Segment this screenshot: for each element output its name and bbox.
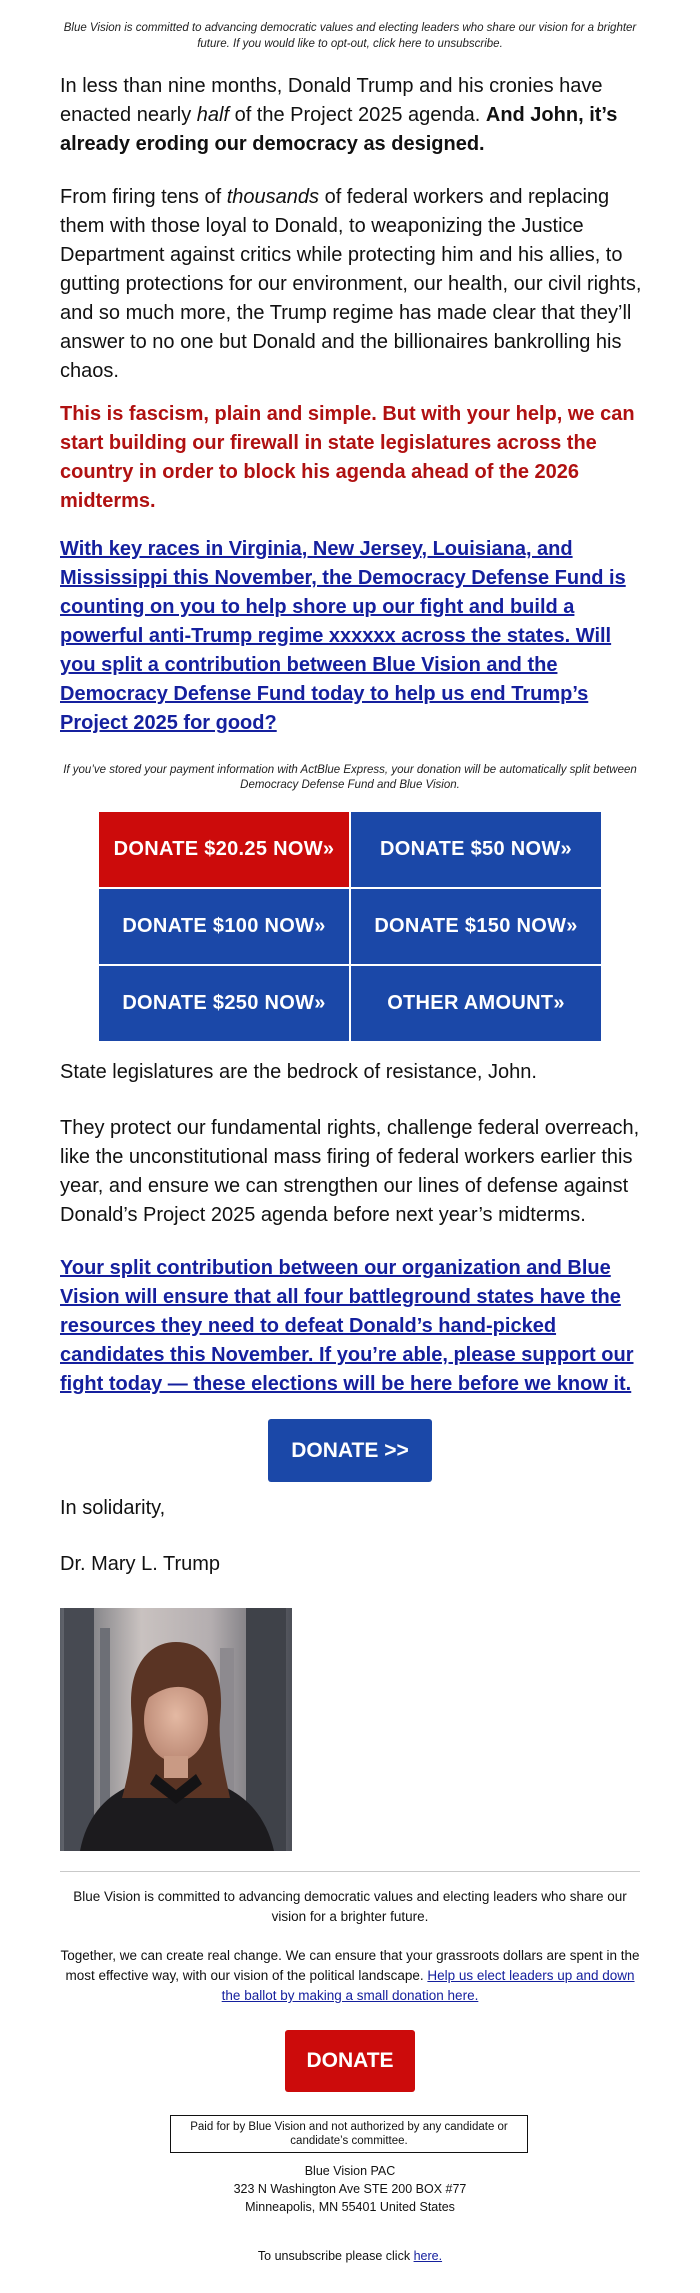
top-optout-note[interactable]: Blue Vision is committed to advancing democratic values and electing leaders who share our vision for a brighter future. If you would like to opt-out, click here to unsubscribe.	[63, 22, 637, 50]
unsubscribe-line	[60, 2247, 640, 2265]
firing-text-2: of federal workers and replacing them with those loyal to Donald, to weaponizing the Justice Department against critics while protecting him and his allies, to gutting protections for our environment, our health, our civil rights, and so much more, the Trump regime has made clear that they’ll answer to no one but Donald and the billionaires bankrolling his chaos.	[60, 186, 642, 382]
mailing-address	[60, 2162, 640, 2216]
donate-2025-button[interactable]: DONATE $20.25 NOW»	[99, 812, 349, 887]
intro-text-2: of the Project 2025 agenda.	[229, 104, 486, 126]
footer-together-body: Together, we can create real change. We can ensure that your grassroots dollars are spent in the most effective way, with our vision of the political landscape.	[60, 1948, 640, 1983]
donate-250-button[interactable]: DONATE $250 NOW»	[99, 966, 349, 1041]
unsubscribe-link[interactable]: here.	[413, 2249, 443, 2263]
other-amount-button[interactable]: OTHER AMOUNT»	[351, 966, 601, 1041]
donate-50-button[interactable]: DONATE $50 NOW»	[351, 812, 601, 887]
state-legislatures-paragraph: State legislatures are the bedrock of resistance, John.	[60, 1061, 537, 1083]
firing-paragraph	[60, 183, 645, 386]
footer-divider	[60, 1871, 640, 1872]
donate-button-grid	[99, 812, 601, 1042]
footer-donate-button[interactable]: DONATE	[285, 2030, 415, 2092]
author-photo	[60, 1608, 292, 1851]
signoff: In solidarity,	[60, 1497, 166, 1519]
donate-100-button[interactable]: DONATE $100 NOW»	[99, 889, 349, 964]
firing-emphasis: thousands	[226, 186, 320, 208]
intro-emphasis: half	[196, 104, 230, 126]
address-line-1: 323 N Washington Ave STE 200 BOX #77	[233, 2182, 467, 2196]
fascism-paragraph: This is fascism, plain and simple. But with your help, we can start building our firewall in state legislatures across the country in order to block his agenda ahead of the 2026 midterms.	[60, 403, 635, 512]
protect-rights-paragraph: They protect our fundamental rights, challenge federal overreach, like the unconstitutional mass firing of federal workers earlier this year, and ensure we can strengthen our lines of defense against Donald’s Project 2025 agenda before next year’s midterms.	[60, 1117, 640, 1226]
actblue-note: If you’ve stored your payment information with ActBlue Express, your donation will be automatically split between Democracy Defense Fund and Blue Vision.	[63, 764, 637, 791]
donate-150-button[interactable]: DONATE $150 NOW»	[351, 889, 601, 964]
signature-name: Dr. Mary L. Trump	[60, 1553, 221, 1575]
intro-bold: And John, it’s already eroding our democracy as designed.	[60, 104, 618, 155]
footer-donation-link[interactable]: Help us elect leaders up and down the ballot by making a small donation here.	[221, 1968, 635, 2003]
unsubscribe-text: To unsubscribe please click	[257, 2249, 414, 2263]
org-name: Blue Vision PAC	[304, 2164, 396, 2178]
donate-main-button[interactable]: DONATE >>	[268, 1419, 432, 1482]
footer-together-text	[60, 1946, 640, 2006]
intro-paragraph	[60, 72, 645, 159]
battleground-link[interactable]: Your split contribution between our organization and Blue Vision will ensure that all four battleground states have the resources they need to defeat Donald’s hand-picked candidates this November. If you’re able, please support our fight today — these elections will be here before we know it.	[60, 1257, 634, 1395]
split-contribution-link[interactable]: With key races in Virginia, New Jersey, Louisiana, and Mississippi this November, the Democracy Defense Fund is counting on you to help shore up our fight and build a powerful anti-Trump regime xxxxxx across the states. Will you split a contribution between Blue Vision and the Democracy Defense Fund today to help us end Trump’s Project 2025 for good?	[60, 538, 626, 734]
paid-for-disclaimer: Paid for by Blue Vision and not authorized by any candidate or candidate’s committee.	[170, 2115, 528, 2153]
footer-committed-text: Blue Vision is committed to advancing democratic values and electing leaders who share our vision for a brighter future.	[73, 1889, 627, 1924]
firing-text-1: From firing tens of	[60, 186, 227, 208]
address-line-2: Minneapolis, MN 55401 United States	[245, 2200, 455, 2214]
intro-text-1: In less than nine months, Donald Trump and his cronies have enacted nearly	[60, 75, 603, 126]
